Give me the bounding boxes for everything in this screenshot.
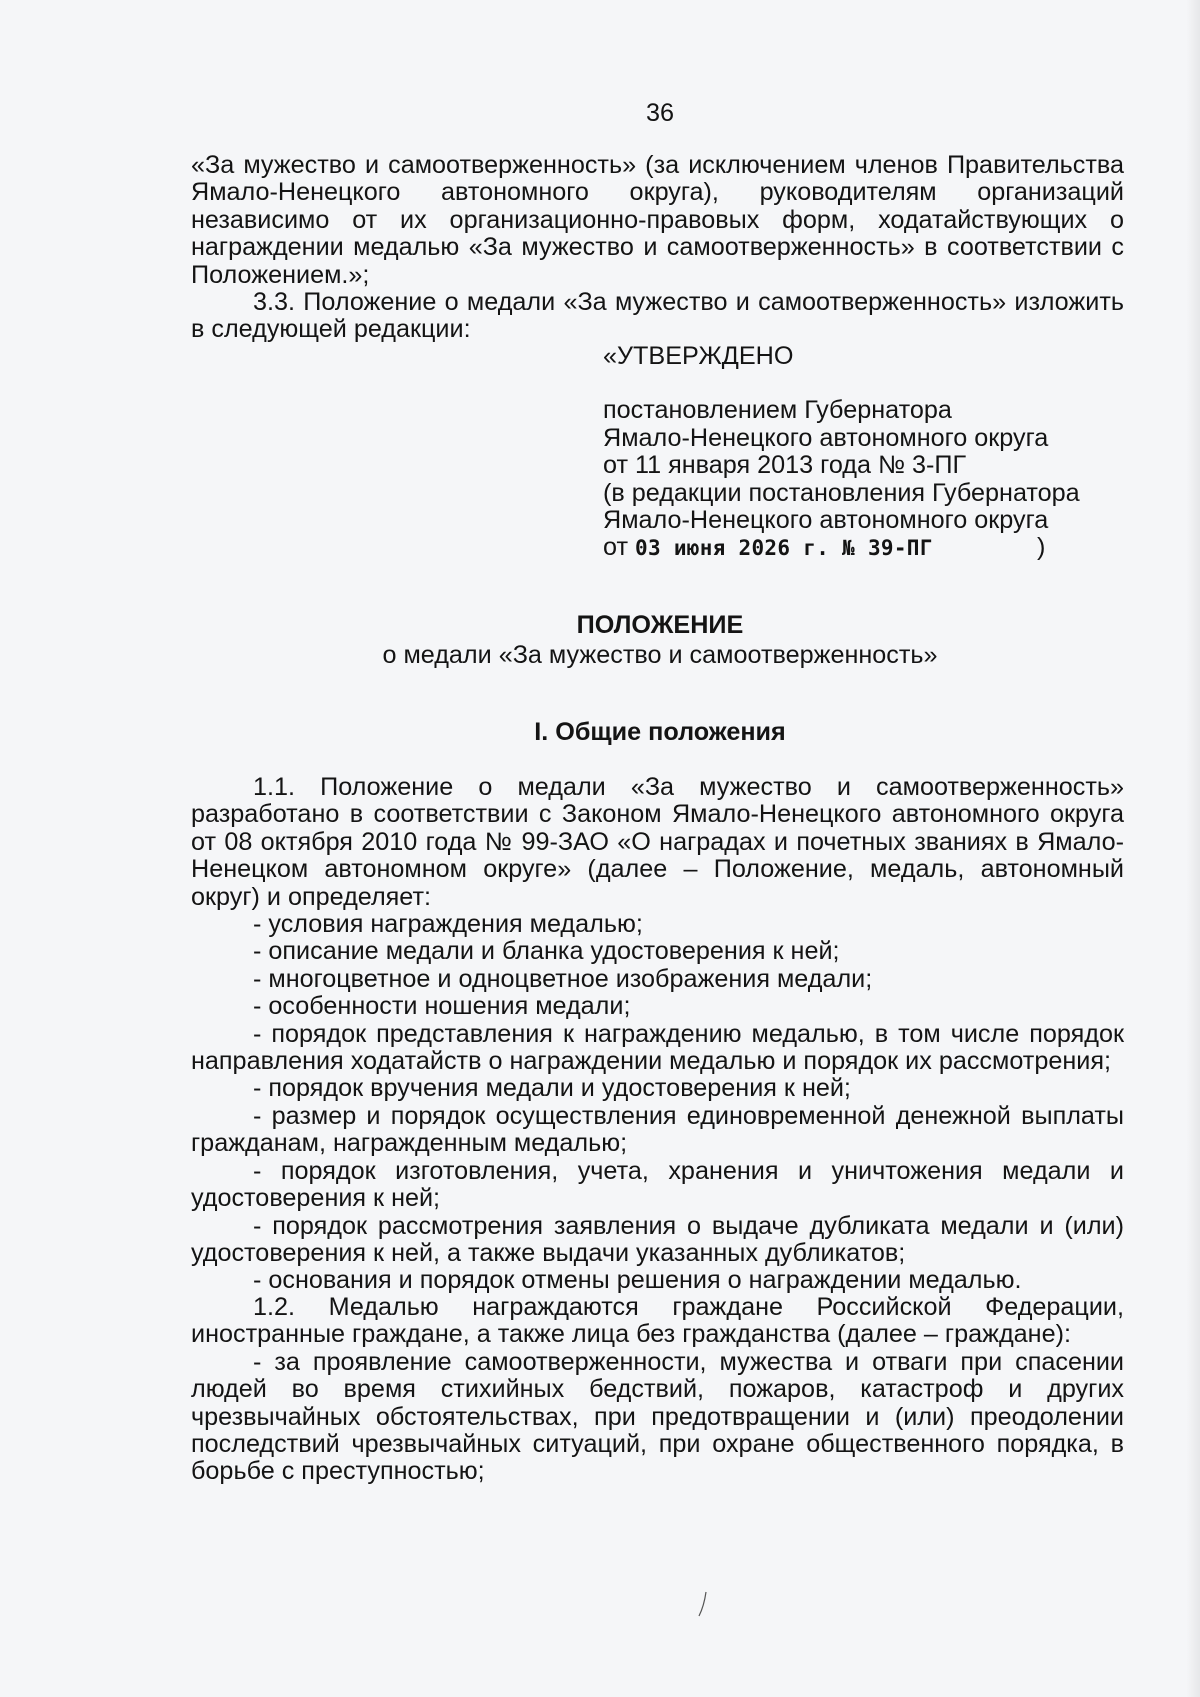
document-title: ПОЛОЖЕНИЕ	[576, 611, 744, 639]
clause-3-3-text: 3.3. Положение о медали «За мужество и самоотверженность» изложить в следующей редакции:	[191, 288, 1124, 344]
approval-stamp-block	[603, 343, 1123, 563]
list-item: - размер и порядок осуществления единовременной денежной выплаты гражданам, награжденным медалью;	[191, 1101, 1124, 1158]
approval-line-3: от 11 января 2013 года № 3-ПГ	[603, 451, 967, 480]
approval-date-prefix: от	[603, 533, 628, 562]
pen-mark-decoration	[697, 1590, 709, 1618]
list-item: - условия награждения медалью;	[253, 910, 643, 939]
page-number: 36	[645, 99, 675, 127]
approval-line-1: постановлением Губернатора	[603, 396, 952, 425]
list-item: - особенности ношения медали;	[253, 992, 631, 1021]
clause-1-1	[191, 774, 1124, 1295]
clause-1-2	[191, 1294, 1124, 1486]
scan-edge-shadow	[1186, 0, 1200, 1697]
continuation-text: «За мужество и самоотверженность» (за исключением членов Правительства Ямало-Ненецкого автономного округа), руководителям организаций независимо от их организационно-правовых форм, ходатайствующих о награждении медалью «За мужество и самоотверженность» в соответствии с Положением.»;	[191, 151, 1124, 289]
document-subtitle: о медали «За мужество и самоотверженность»	[382, 641, 938, 669]
approval-date-stamp: 03 июня 2026 г. № 39-ПГ	[635, 536, 933, 561]
list-item: - основания и порядок отмены решения о награждении медалью.	[253, 1266, 1022, 1295]
approval-date-suffix: )	[1037, 533, 1046, 562]
list-item: - порядок рассмотрения заявления о выдаче дубликата медали и (или) удостоверения к ней, а также выдачи указанных дубликатов;	[191, 1211, 1124, 1267]
continuation-paragraph	[191, 152, 1124, 289]
clause-1-2-intro: 1.2. Медалью награждаются граждане Российской Федерации, иностранные граждане, а также лица без гражданства (далее – граждане):	[191, 1293, 1124, 1349]
list-item: - порядок изготовления, учета, хранения и уничтожения медали и удостоверения к ней;	[191, 1156, 1124, 1213]
list-item: - порядок вручения медали и удостоверения к ней;	[253, 1074, 851, 1103]
approval-line-4: (в редакции постановления Губернатора	[603, 478, 1080, 507]
list-item: - за проявление самоотверженности, мужества и отваги при спасении людей во время стихийных бедствий, пожаров, катастроф и других чрезвычайных обстоятельствах, при предотвращении и (или) преодолении последствий чрезвычайных ситуаций, при охране общественного порядка, в борьбе с преступностью;	[191, 1347, 1124, 1486]
section-title: I. Общие положения	[534, 718, 786, 746]
clause-1-1-intro: 1.1. Положение о медали «За мужество и самоотверженность» разработано в соответствии с Законом Ямало-Ненецкого автономного округа от 08 октября 2010 года № 99-ЗАО «О наградах и почетных званиях в Ямало-Ненецком автономном округе» (далее – Положение, медаль, автономный округ) и определяет:	[191, 773, 1124, 911]
list-item: - порядок представления к награждению медалью, в том числе порядок направления ходатайств о награждении медалью и порядок их рассмотрения;	[191, 1019, 1124, 1076]
approval-line-2: Ямало-Ненецкого автономного округа	[603, 423, 1049, 452]
approval-line-5: Ямало-Ненецкого автономного округа	[603, 506, 1049, 535]
list-item: - многоцветное и одноцветное изображения медали;	[253, 964, 873, 993]
list-item: - описание медали и бланка удостоверения к ней;	[253, 937, 840, 966]
clause-3-3	[191, 289, 1124, 344]
approval-heading: «УТВЕРЖДЕНО	[603, 342, 794, 370]
approval-date-row	[603, 534, 1123, 562]
